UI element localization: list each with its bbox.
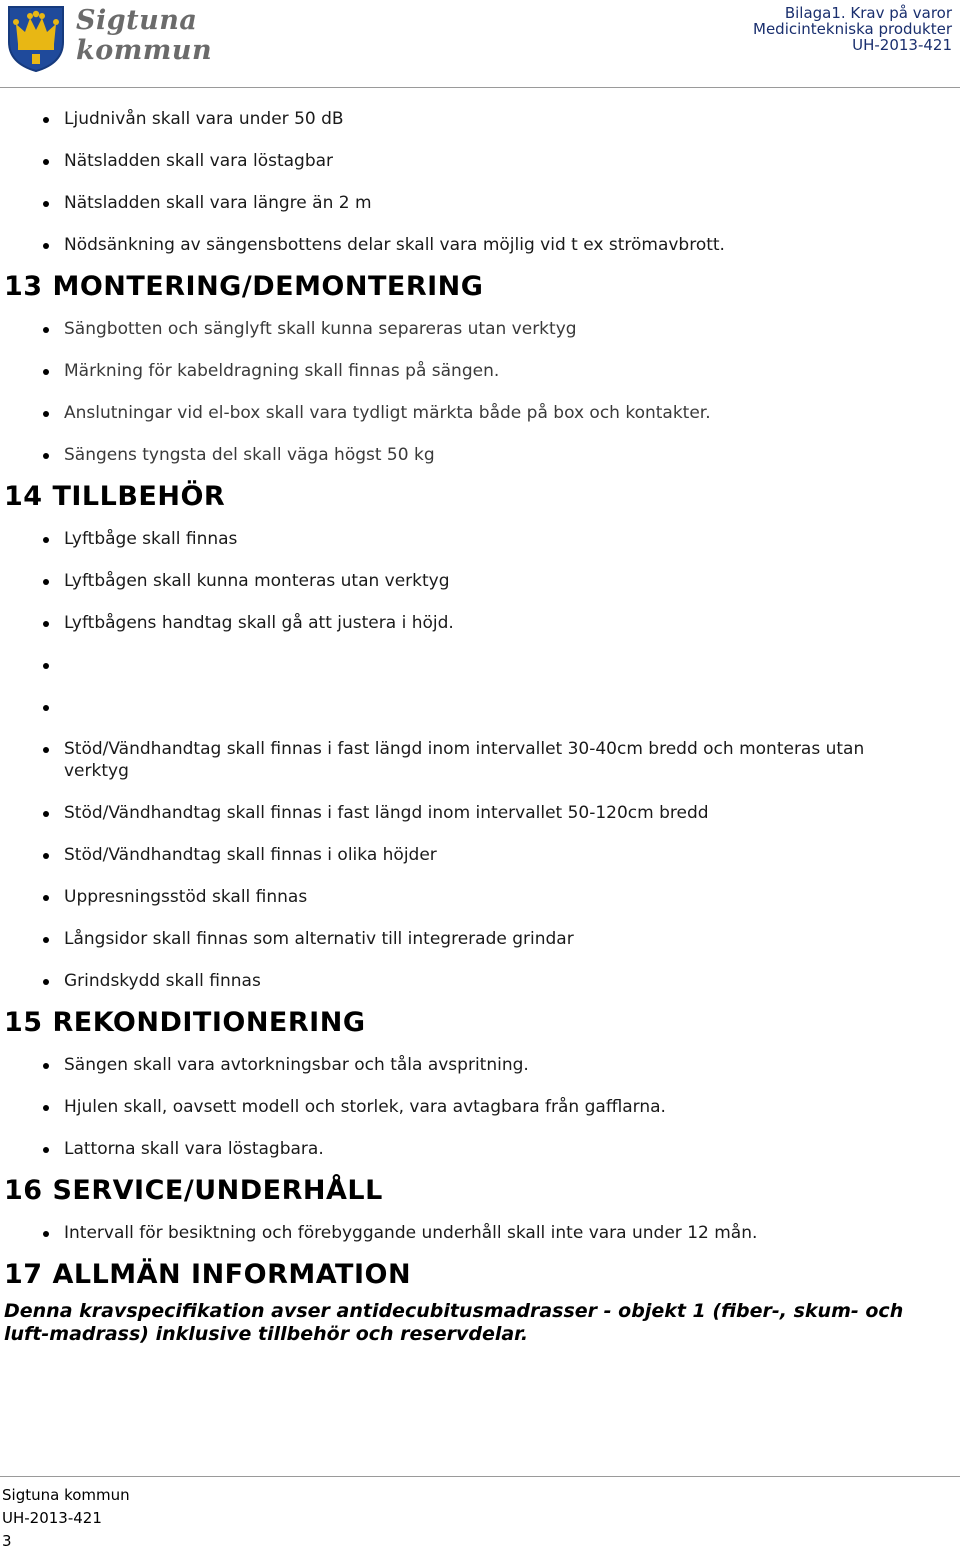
- meta-category: Medicintekniska produkter: [753, 20, 952, 38]
- requirements-list-top: [0, 108, 960, 256]
- list-item: Ljudnivån skall vara under 50 dB: [0, 108, 960, 130]
- list-item: Lyftbågens handtag skall gå att justera i höjd.: [0, 612, 960, 634]
- list-item: Nödsänkning av sängensbottens delar skall vara möjlig vid t ex strömavbrott.: [0, 234, 960, 256]
- list-item: Grindskydd skall finnas: [0, 970, 960, 992]
- logo-wordmark: [76, 6, 212, 66]
- section-14-list: [0, 528, 960, 992]
- section-13-list: [0, 318, 960, 466]
- section-16-heading: 16 SERVICE/UNDERHÅLL: [4, 1175, 383, 1206]
- list-item: Intervall för besiktning och förebyggande underhåll skall inte vara under 12 mån.: [0, 1222, 960, 1244]
- general-information-note: Denna kravspecifikation avser antidecubitusmadrasser - objekt 1 (fiber-, skum- och luft-madrass) inklusive tillbehör och reservdelar.: [4, 1300, 904, 1345]
- list-item-empty: [0, 696, 960, 718]
- list-item: Nätsladden skall vara löstagbar: [0, 150, 960, 172]
- meta-attachment-title: Bilaga1. Krav på varor: [784, 4, 952, 22]
- list-item: Nätsladden skall vara längre än 2 m: [0, 192, 960, 214]
- list-item-empty: [0, 654, 960, 676]
- footer-reference: UH-2013-421: [2, 1509, 102, 1527]
- list-item: Sängen skall vara avtorkningsbar och tåla avspritning.: [0, 1054, 960, 1076]
- list-item: Hjulen skall, oavsett modell och storlek, vara avtagbara från gafflarna.: [0, 1096, 960, 1118]
- list-item: Uppresningsstöd skall finnas: [0, 886, 960, 908]
- list-item: Stöd/Vändhandtag skall finnas i fast längd inom intervallet 50-120cm bredd: [0, 802, 960, 824]
- list-item: Lyftbåge skall finnas: [0, 528, 960, 550]
- list-item: Lattorna skall vara löstagbara.: [0, 1138, 960, 1160]
- list-item: Märkning för kabeldragning skall finnas på sängen.: [0, 360, 960, 382]
- list-item: Stöd/Vändhandtag skall finnas i fast längd inom intervallet 30-40cm bredd och monteras utan verktyg: [0, 738, 960, 782]
- list-item: Stöd/Vändhandtag skall finnas i olika höjder: [0, 844, 960, 866]
- page-header: [0, 0, 960, 88]
- footer-divider: [0, 1476, 960, 1477]
- list-item: Lyftbågen skall kunna monteras utan verktyg: [0, 570, 960, 592]
- sigtuna-logo: [6, 4, 216, 74]
- crown-crest-icon: [6, 4, 66, 72]
- logo-line-2: kommun: [76, 35, 213, 66]
- page-number: 3: [2, 1532, 12, 1550]
- list-item: Anslutningar vid el-box skall vara tydligt märkta både på box och kontakter.: [0, 402, 960, 424]
- page-footer: [2, 1484, 130, 1553]
- document-meta: [753, 5, 952, 53]
- section-13-heading: 13 MONTERING/DEMONTERING: [4, 271, 484, 302]
- document-body: [0, 108, 960, 1346]
- list-item: Sängbotten och sänglyft skall kunna separeras utan verktyg: [0, 318, 960, 340]
- section-15-list: [0, 1054, 960, 1160]
- section-16-list: [0, 1222, 960, 1244]
- list-item: Långsidor skall finnas som alternativ till integrerade grindar: [0, 928, 960, 950]
- footer-organization: Sigtuna kommun: [2, 1486, 130, 1504]
- section-15-heading: 15 REKONDITIONERING: [4, 1007, 366, 1038]
- meta-reference: UH-2013-421: [852, 36, 952, 54]
- list-item: Sängens tyngsta del skall väga högst 50 kg: [0, 444, 960, 466]
- header-divider: [0, 87, 960, 88]
- logo-line-1: Sigtuna: [76, 5, 198, 36]
- section-17-heading: 17 ALLMÄN INFORMATION: [4, 1259, 412, 1290]
- section-14-heading: 14 TILLBEHÖR: [4, 481, 226, 512]
